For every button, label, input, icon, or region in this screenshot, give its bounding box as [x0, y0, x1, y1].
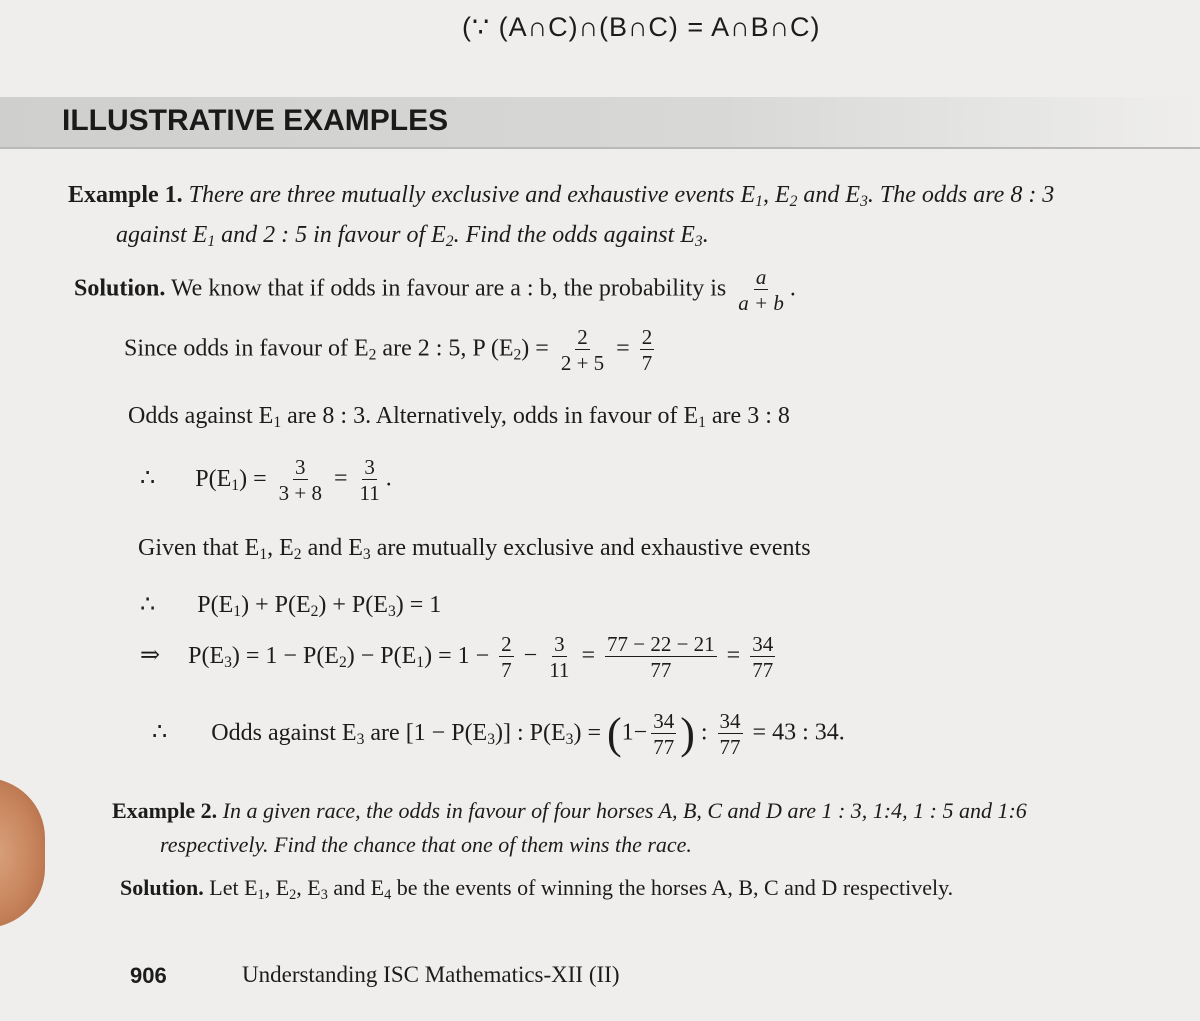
solution1-step7: ∴ Odds against $E_3$ are $[1 - P(E_3)]$ : $P(E_3) = (1-$ $\frac{34}{77}$ ) : $\frac{34}{77}$ = 43 : 34. — [152, 709, 845, 760]
step7-fraction2: $\frac{34}{77}$ — [719, 709, 741, 760]
step1-fraction2: $\frac{2}{7}$ — [641, 325, 653, 376]
step6-fraction2: $\frac{3}{11}$ — [549, 632, 570, 683]
example1-line1 — [68, 182, 1054, 211]
step7-fraction1: $\frac{34}{77}$ — [653, 709, 675, 760]
solution1-step4: Given that $E_1$, $E_2$ and $E_3$ are mutually exclusive and exhaustive events — [138, 535, 811, 563]
solution1-step5: ∴ $P(E_1) + P(E_2) + P(E_3) = 1$ — [140, 592, 442, 620]
section-heading: ILLUSTRATIVE EXAMPLES — [62, 104, 449, 137]
solution1-step2: Odds against $E_1$ are 8 : 3. Alternatively, odds in favour of $E_1$ are 3 : 8 — [128, 403, 790, 431]
step6-fraction3: $\frac{77 - 22 - 21}{77}$ — [606, 632, 715, 683]
solution1-step1: Since odds in favour of $E_2$ are 2 : 5, P $(E_2)$ = $\frac{2}{2 + 5}$ = $\frac{2}{7}$ — [124, 325, 653, 376]
example1-label: Example 1. — [68, 182, 183, 208]
therefore-symbol-3: ∴ — [152, 719, 168, 746]
thumb-image — [0, 778, 45, 928]
implies-symbol: ⇒ — [140, 642, 161, 669]
solution1-step6: ⇒ $P(E_3) = 1 - P(E_2) - P(E_1) = 1$ − $\frac{2}{7}$ − $\frac{3}{11}$ = $\frac{77 - 22 - 21}{77}$ = $\frac{34}{77}$ — [140, 632, 774, 683]
solution1-label: Solution. — [74, 275, 166, 302]
therefore-symbol-2: ∴ — [140, 592, 156, 618]
example1-line2: against $E_1$ and 2 : 5 in favour of $E_2$. Find the odds against $E_3$. — [116, 222, 709, 250]
example2-line2: respectively. Find the chance that one of them wins the race. — [160, 832, 692, 857]
therefore-symbol: ∴ — [140, 465, 156, 492]
page-number: 906 — [130, 963, 167, 988]
solution1-step3: ∴ $P(E_1)$ = $\frac{3}{3 + 8}$ = $\frac{3}{11}$ . — [140, 455, 392, 506]
step6-fraction4: $\frac{34}{77}$ — [752, 632, 774, 683]
step3-fraction1: $\frac{3}{3 + 8}$ — [278, 455, 322, 506]
top-formula: (∵ (A∩C)∩(B∩C) = A∩B∩C) — [462, 12, 821, 42]
intro-fraction: $\frac{a}{a + b}$ — [738, 265, 784, 316]
book-title: Understanding ISC Mathematics-XII (II) — [242, 962, 620, 987]
step6-fraction1: $\frac{2}{7}$ — [501, 632, 512, 683]
solution2-label: Solution. — [120, 875, 204, 900]
example1-text1: There are three mutually exclusive and exhaustive events $E_1$, $E_2$ and $E_3$. The odds are 8 : 3 — [188, 182, 1055, 210]
step1-fraction1: $\frac{2}{2 + 5}$ — [560, 325, 605, 376]
example2-label: Example 2. — [112, 798, 218, 823]
step3-fraction2: $\frac{3}{11}$ — [359, 455, 380, 506]
example2-line1: Example 2. In a given race, the odds in favour of four horses A, B, C and D are 1 : 3, 1:4, 1 : 5 and 1:6 — [112, 798, 1027, 823]
solution1-intro: Solution. We know that if odds in favour are a : b, the probability is $\frac{a}{a + b}$ . — [74, 265, 796, 316]
solution2-line: Solution. Let $E_1$, $E_2$, $E_3$ and $E_4$ be the events of winning the horses A, B, C and D respectively. — [120, 875, 954, 903]
